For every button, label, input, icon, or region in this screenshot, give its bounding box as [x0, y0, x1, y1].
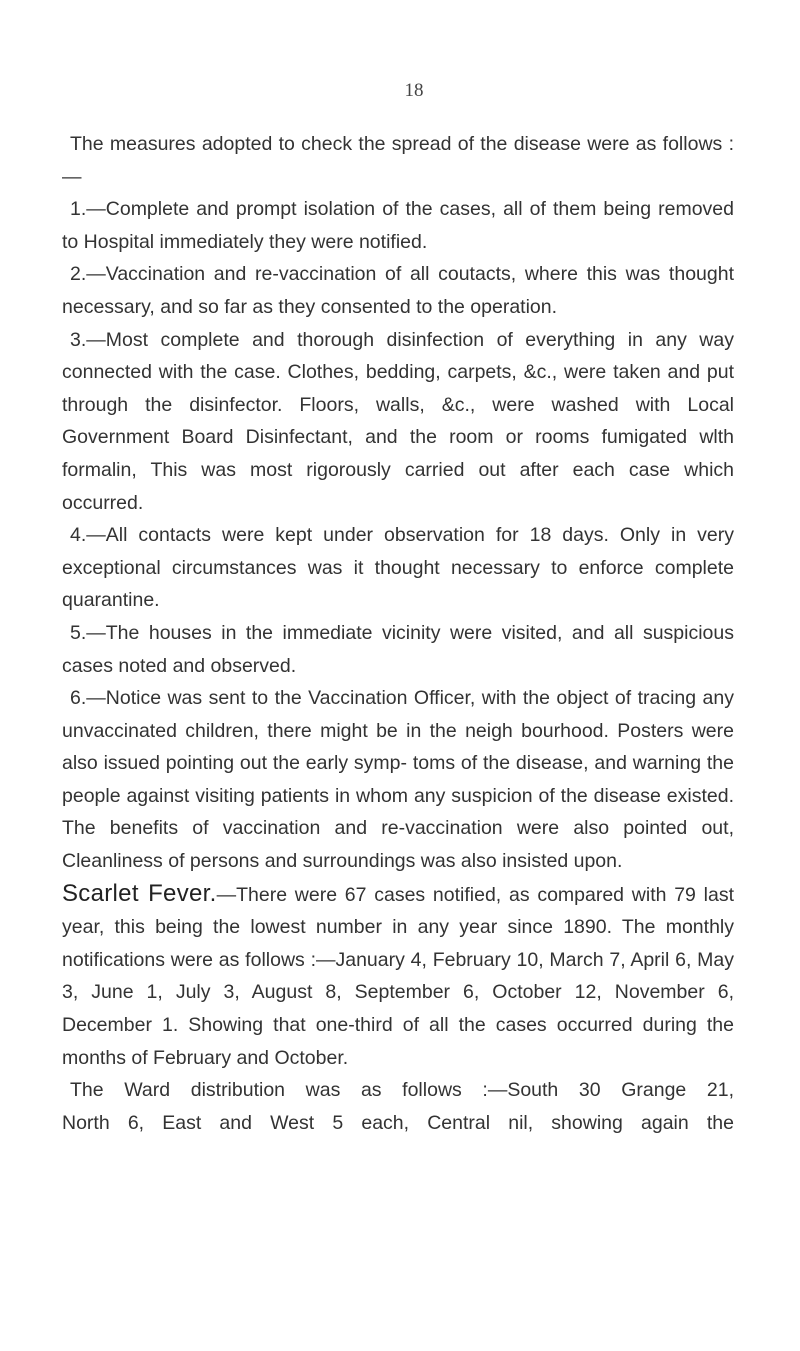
measure-2: 2.—Vaccination and re-vaccination of all coutacts, where this was thought necessary, and so far as they consented to the operation. [62, 263, 734, 318]
ward-distribution-line-2: North 6, East and West 5 each, Central nil, showing again the [62, 1111, 734, 1134]
measure-6: 6.—Notice was sent to the Vaccination Officer, with the object of tracing any unvaccinated children, there might be in the neigh bourhood. Posters were also issued pointing out the early symp- toms of the disease, and warning the people against visiting patients in whom any suspicion of the disease existed. The benefits of vaccination and re-vaccination were also pointed out, Cleanliness of persons and surroundings was also insisted upon. [62, 687, 734, 873]
ward-distribution-line-1: The Ward distribution was as follows :—South 30 Grange 21, [70, 1079, 734, 1102]
measure-1: 1.—Complete and prompt isolation of the cases, all of them being removed to Hospital immediately they were notified. [62, 198, 734, 253]
measure-5: 5.—The houses in the immediate vicinity were visited, and all suspicious cases noted and observed. [62, 621, 734, 677]
measure-3: 3.—Most complete and thorough disinfection of everything in any way connected with the case. Clothes, bedding, carpets, &c., were taken and put through the disinfector. Floors, walls, &c., were washed with Local Government Board Disinfectant, and the room or rooms fumigated wlth formalin, This was most rigorously carried out after each case which occurred. [62, 328, 734, 514]
page-number: 18 [404, 80, 424, 101]
body-text [62, 128, 734, 1139]
scarlet-fever-body: —There were 67 cases notified, as compared with 79 last year, this being the lowest number in any year since 1890. The monthly notifications were as follows :—January 4, February 10, March 7, April 6, May 3, June 1, July 3, August 8, September 6, October 12, November 6, December 1. Showing that one-third of all the cases occurred during the months of February and October. [62, 883, 734, 1069]
scarlet-fever-heading: Scarlet Fever. [62, 879, 217, 907]
intro-paragraph: The measures adopted to check the spread of the disease were as follows :— [62, 133, 734, 188]
measure-4: 4.—All contacts were kept under observation for 18 days. Only in very exceptional circumstances was it thought necessary to enforce complete quarantine. [62, 524, 734, 612]
scarlet-fever-paragraph [62, 878, 734, 1075]
